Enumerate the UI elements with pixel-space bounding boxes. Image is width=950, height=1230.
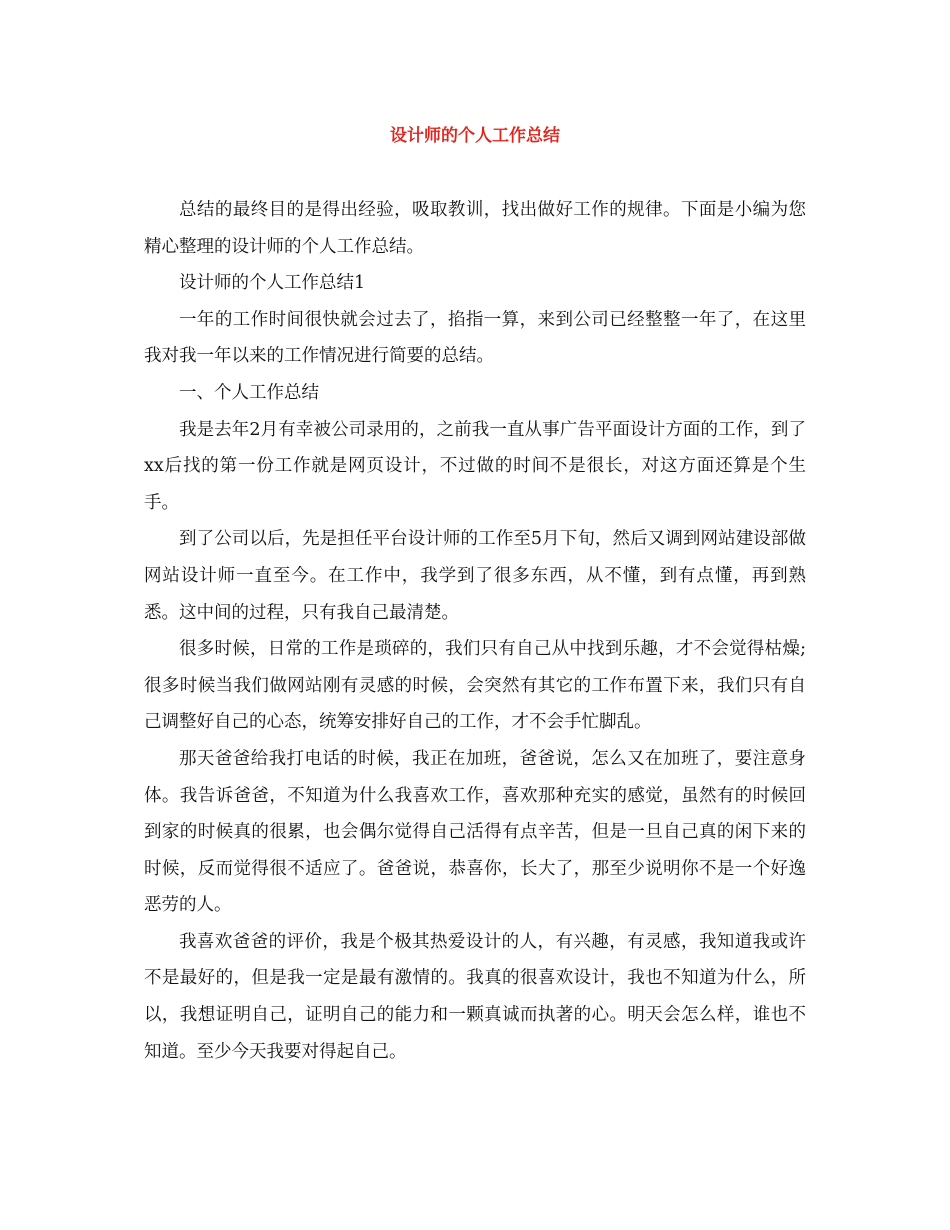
body-paragraph: 那天爸爸给我打电话的时候，我正在加班，爸爸说，怎么又在加班了，要注意身体。我告诉爸爸，不知道为什么我喜欢工作，喜欢那种充实的感觉，虽然有的时候回到家的时候真的很累，也会偶尔觉得自己活得有点辛苦，但是一旦自己真的闲下来的时候，反而觉得很不适应了。爸爸说，恭喜你，长大了，那至少说明你不是一个好逸恶劳的人。: [144, 748, 806, 916]
body-paragraph: 很多时候，日常的工作是琐碎的，我们只有自己从中找到乐趣，才不会觉得枯燥;很多时候当我们做网站刚有灵感的时候，会突然有其它的工作布置下来，我们只有自己调整好自己的心态，统筹安排好自己的工作，才不会手忙脚乱。: [144, 639, 806, 733]
body-paragraph: 我是去年2月有幸被公司录用的，之前我一直从事广告平面设计方面的工作，到了xx后找的第一份工作就是网页设计，不过做的时间不是很长，对这方面还算是个生手。: [144, 419, 806, 513]
body-paragraph: 一年的工作时间很快就会过去了，掐指一算，来到公司已经整整一年了，在这里我对我一年以来的工作情况进行简要的总结。: [144, 309, 806, 367]
body-paragraph: 我喜欢爸爸的评价，我是个极其热爱设计的人，有兴趣，有灵感，我知道我或许不是最好的，但是我一定是最有激情的。我真的很喜欢设计，我也不知道为什么，所以，我想证明自己，证明自己的能力和一颗真诚而执著的心。明天会怎么样，谁也不知道。至少今天我要对得起自己。: [144, 931, 806, 1062]
subsection-heading: 一、个人工作总结: [179, 382, 319, 403]
document-body: [144, 192, 806, 1070]
intro-paragraph: 总结的最终目的是得出经验，吸取教训，找出做好工作的规律。下面是小编为您精心整理的设计师的个人工作总结。: [144, 200, 806, 257]
body-paragraph: 到了公司以后，先是担任平台设计师的工作至5月下旬，然后又调到网站建设部做网站设计师一直至今。在工作中，我学到了很多东西，从不懂，到有点懂，再到熟悉。这中间的过程，只有我自己最清楚。: [144, 529, 806, 623]
document-title: 设计师的个人工作总结: [390, 126, 560, 146]
section-heading: 设计师的个人工作总结1: [179, 273, 366, 294]
